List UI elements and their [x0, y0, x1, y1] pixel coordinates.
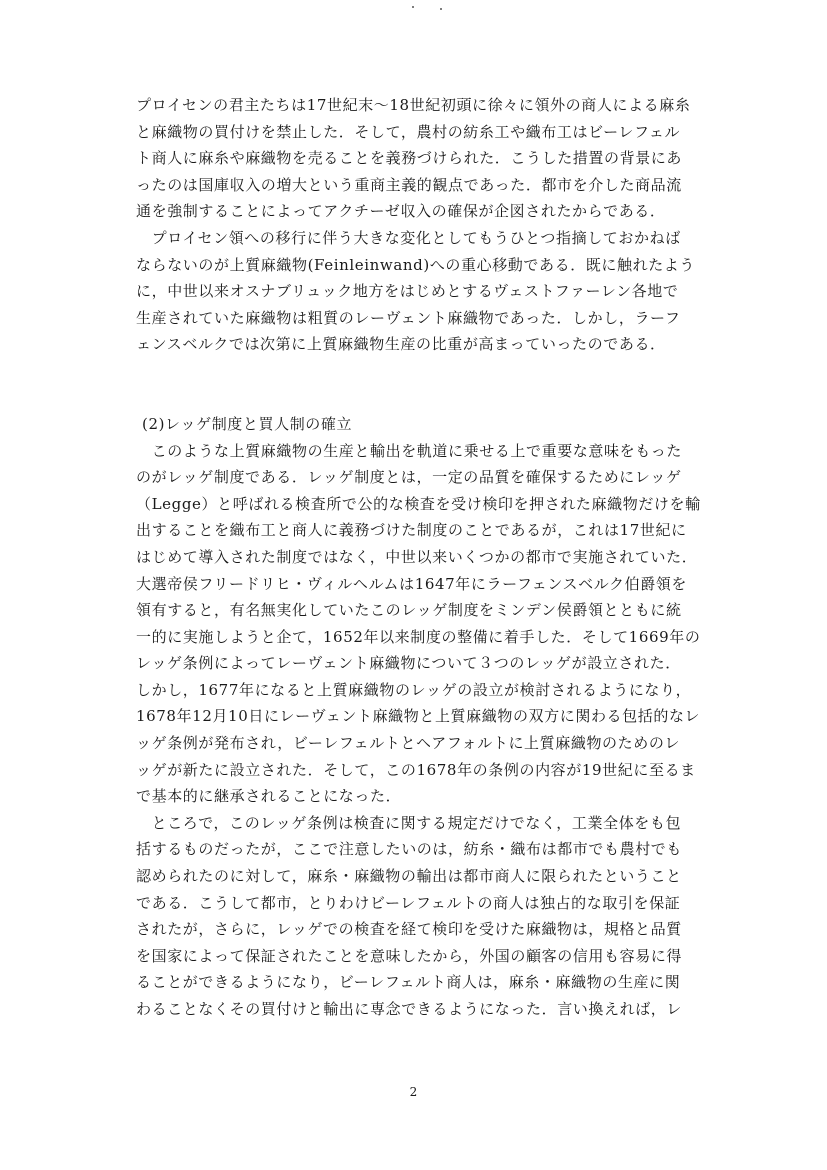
text-line: プロイセンの君主たちは17世紀末～18世紀初頭に徐々に領外の商人による麻糸: [136, 96, 691, 114]
text-line: ることができるようになり，ビーレフェルト商人は，麻糸・麻織物の生産に関: [136, 973, 681, 992]
text-line: 通を強制することによってアクチーゼ収入の確保が企図されたからである．: [136, 202, 666, 221]
text-line: されたが，さらに，レッゲでの検査を経て検印を受けた麻織物は，規格と品質: [136, 920, 682, 939]
text-line: 出することを織布工と商人に義務づけた制度のことであるが，これは17世紀に: [136, 521, 687, 540]
text-line: ったのは国庫収入の増大という重商主義的観点であった．都市を介した商品流: [136, 175, 682, 194]
text-line: 一的に実施しようと企て，1652年以来制度の整備に着手した．そして1669年の: [136, 627, 701, 646]
text-line: わることなくその買付けと輸出に専念できるようになった．言い換えれば，レ: [136, 1000, 683, 1018]
text-line: （Legge）と呼ばれる検査所で公的な検査を受け検印を押された麻織物だけを輸: [136, 494, 701, 513]
scan-speck: [440, 8, 442, 10]
text-line: 1678年12月10日にレーヴェント麻織物と上質麻織物の双方に関わる包括的なレ: [136, 707, 701, 726]
text-line: のがレッゲ制度である．レッゲ制度とは，一定の品質を確保するためにレッゲ: [136, 468, 682, 487]
text-line: 領有すると，有名無実化していたこのレッゲ制度をミンデン侯爵領とともに統: [136, 601, 682, 620]
text-line: 括するものだったが，ここで注意したいのは，紡糸・織布は都市でも農村でも: [136, 840, 683, 859]
paragraph-1: [136, 92, 721, 225]
text-line: ならないのが上質麻織物(Feinleinwand)への重心移動である．既に触れたよう: [136, 255, 696, 274]
page-number: 2: [409, 1085, 418, 1099]
text-line: ト商人に麻糸や麻織物を売ることを義務づけられた．こうした措置の背景にあ: [136, 149, 683, 168]
text-line: このような上質麻織物の生産と輸出を軌道に乗せる上で重要な意味をもった: [136, 441, 683, 460]
text-line: ッゲが新たに設立された．そして，この1678年の条例の内容が19世紀に至るま: [136, 760, 696, 779]
text-line: ッゲ条例が発布され，ビーレフェルトとヘアフォルトに上質麻織物のためのレ: [136, 734, 681, 753]
text-line: レッゲ条例によってレーヴェント麻織物について３つのレッゲが設立された．: [136, 654, 681, 673]
text-line: 生産されていた麻織物は粗質のレーヴェント麻織物であった．しかし，ラーフ: [136, 308, 681, 327]
section-heading: (2)レッゲ制度と買人制の確立: [142, 414, 353, 433]
text-line: で基本的に継承されることになった．: [136, 787, 402, 806]
text-line: 大選帝侯フリードリヒ・ヴィルヘルムは1647年にラーフェンスベルク伯爵領を: [136, 574, 688, 593]
text-line: を国家によって保証されたことを意味したから，外国の顧客の信用も容易に得: [136, 946, 683, 965]
text-line: はじめて導入された制度ではなく，中世以来いくつかの都市で実施されていた．: [136, 547, 698, 566]
scan-speck: [412, 6, 414, 8]
section-spacer: [136, 358, 721, 411]
paragraph-4: [136, 810, 721, 1023]
text-line: である．こうして都市，とりわけビーレフェルトの商人は独占的な取引を保証: [136, 893, 681, 912]
text-line: しかし，1677年になると上質麻織物のレッゲの設立が検討されるようになり，: [136, 680, 692, 699]
text-line: に，中世以来オスナブリュック地方をはじめとするヴェストファーレン各地で: [136, 282, 679, 301]
text-line: と麻織物の買付けを禁止した．そして，農村の紡糸工や織布工はビーレフェル: [136, 122, 681, 141]
text-line: ェンスベルクでは次第に上質麻織物生産の比重が高まっていったのである．: [136, 335, 666, 354]
text-line: 認められたのに対して，麻糸・麻織物の輸出は都市商人に限られたということ: [136, 867, 682, 886]
text-line: プロイセン領への移行に伴う大きな変化としてもうひとつ指摘しておかねば: [136, 228, 681, 247]
paragraph-3: [136, 438, 721, 810]
text-line: ところで，このレッゲ条例は検査に関する規定だけでなく，工業全体をも包: [136, 813, 682, 832]
paragraph-2: [136, 225, 721, 358]
body-text: [136, 92, 721, 1023]
